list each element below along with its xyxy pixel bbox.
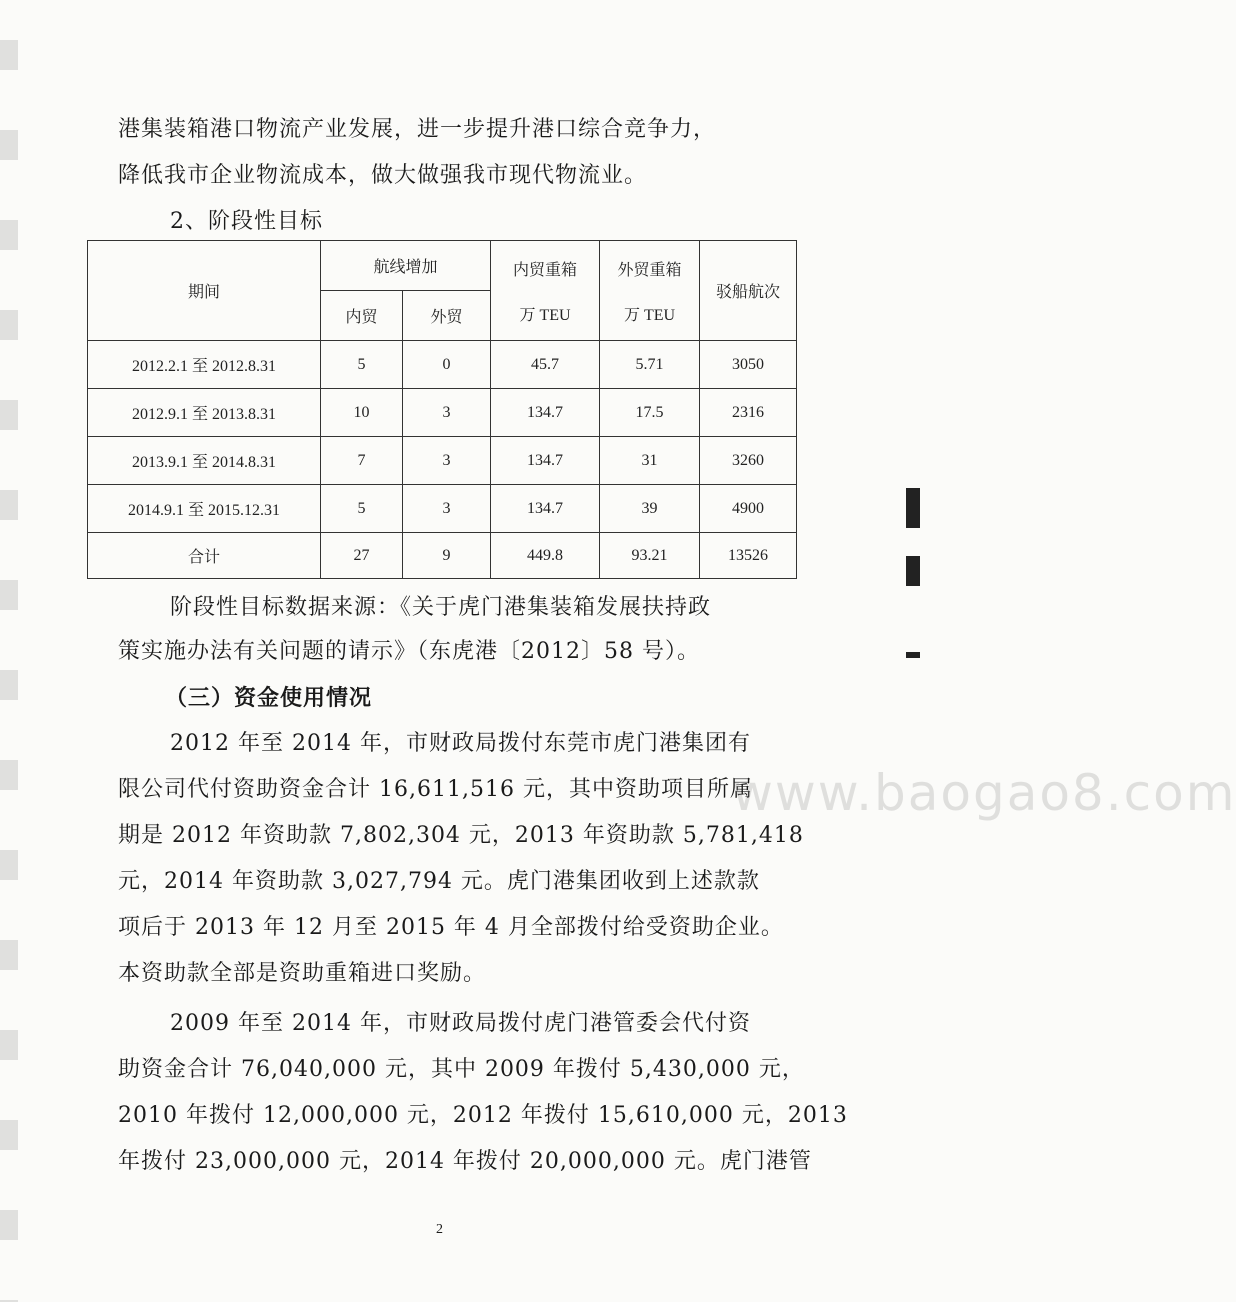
cell-barge: 3050	[700, 341, 797, 389]
cell-foreign: 3	[403, 389, 491, 437]
cell-domestic-heavy: 134.7	[491, 485, 600, 533]
source-note-line: 策实施办法有关问题的请示》（东虎港〔2012〕58 号）。	[118, 639, 700, 664]
cell-total-label: 合计	[88, 533, 321, 579]
cell-foreign: 3	[403, 485, 491, 533]
cell-period: 2012.2.1 至 2012.8.31	[88, 341, 321, 389]
header-domestic-heavy-unit: 万 TEU	[519, 306, 571, 324]
watermark: www.baogao8.com	[732, 764, 1236, 822]
header-domestic-heavy	[491, 241, 600, 341]
body-text-line: 年拨付 23,000,000 元，2014 年拨付 20,000,000 元。虎门港管	[118, 1149, 812, 1174]
stage-goals-table	[87, 240, 797, 579]
body-text-line: 限公司代付资助资金合计 16,611,516 元，其中资助项目所属	[118, 777, 753, 802]
cell-domestic-heavy: 134.7	[491, 389, 600, 437]
cell-total-domestic-heavy: 449.8	[491, 533, 600, 579]
cell-total-domestic: 27	[321, 533, 403, 579]
cell-total-barge: 13526	[700, 533, 797, 579]
header-foreign-heavy	[600, 241, 700, 341]
header-domestic-trade: 内贸	[321, 291, 403, 341]
body-text-line: 2010 年拨付 12,000,000 元，2012 年拨付 15,610,000 元，2013	[118, 1103, 848, 1128]
cell-foreign-heavy: 5.71	[600, 341, 700, 389]
cell-barge: 4900	[700, 485, 797, 533]
cell-domestic-heavy: 134.7	[491, 437, 600, 485]
body-text-line: 2012 年至 2014 年，市财政局拨付东莞市虎门港集团有	[170, 731, 751, 756]
header-barge-trips: 驳船航次	[700, 241, 797, 341]
cell-period: 2013.9.1 至 2014.8.31	[88, 437, 321, 485]
cell-period: 2012.9.1 至 2013.8.31	[88, 389, 321, 437]
body-text-line: 降低我市企业物流成本，做大做强我市现代物流业。	[118, 163, 648, 188]
body-text-line: 本资助款全部是资助重箱进口奖励。	[118, 961, 487, 986]
table-total-row	[88, 533, 797, 579]
table-row	[88, 389, 797, 437]
table-row	[88, 341, 797, 389]
cell-domestic: 5	[321, 341, 403, 389]
table-row	[88, 437, 797, 485]
header-foreign-heavy-label: 外贸重箱	[617, 261, 682, 279]
cell-foreign-heavy: 39	[600, 485, 700, 533]
cell-foreign: 3	[403, 437, 491, 485]
cell-total-foreign-heavy: 93.21	[600, 533, 700, 579]
page-number: 2	[436, 1222, 443, 1237]
body-text-line: 元，2014 年资助款 3,027,794 元。虎门港集团收到上述款款	[118, 869, 760, 894]
header-foreign-heavy-unit: 万 TEU	[623, 306, 676, 324]
body-text-line: 助资金合计 76,040,000 元，其中 2009 年拨付 5,430,000 元，	[118, 1057, 805, 1082]
cell-domestic-heavy: 45.7	[491, 341, 600, 389]
source-note-line: 阶段性目标数据来源：《关于虎门港集装箱发展扶持政	[170, 595, 712, 620]
body-text-line: 项后于 2013 年 12 月至 2015 年 4 月全部拨付给受资助企业。	[118, 915, 784, 940]
scan-edge-marks	[0, 0, 18, 1302]
header-routes: 航线增加	[321, 241, 491, 291]
cell-domestic: 10	[321, 389, 403, 437]
cell-domestic: 5	[321, 485, 403, 533]
scan-edge-mark	[906, 652, 920, 658]
table-row	[88, 485, 797, 533]
body-text-line: 期是 2012 年资助款 7,802,304 元，2013 年资助款 5,781,418	[118, 823, 804, 848]
cell-foreign-heavy: 31	[600, 437, 700, 485]
header-period: 期间	[88, 241, 321, 341]
section-heading: （三）资金使用情况	[165, 685, 373, 711]
header-foreign-trade: 外贸	[403, 291, 491, 341]
header-domestic-heavy-label: 内贸重箱	[513, 261, 578, 279]
scan-edge-mark	[906, 556, 920, 586]
section-heading: 2、阶段性目标	[170, 209, 323, 234]
scan-edge-mark	[906, 488, 920, 528]
cell-foreign-heavy: 17.5	[600, 389, 700, 437]
body-text-line: 港集装箱港口物流产业发展，进一步提升港口综合竞争力，	[118, 117, 717, 142]
cell-total-foreign: 9	[403, 533, 491, 579]
body-text-line: 2009 年至 2014 年，市财政局拨付虎门港管委会代付资	[170, 1011, 751, 1036]
cell-barge: 3260	[700, 437, 797, 485]
cell-barge: 2316	[700, 389, 797, 437]
cell-period: 2014.9.1 至 2015.12.31	[88, 485, 321, 533]
cell-foreign: 0	[403, 341, 491, 389]
cell-domestic: 7	[321, 437, 403, 485]
